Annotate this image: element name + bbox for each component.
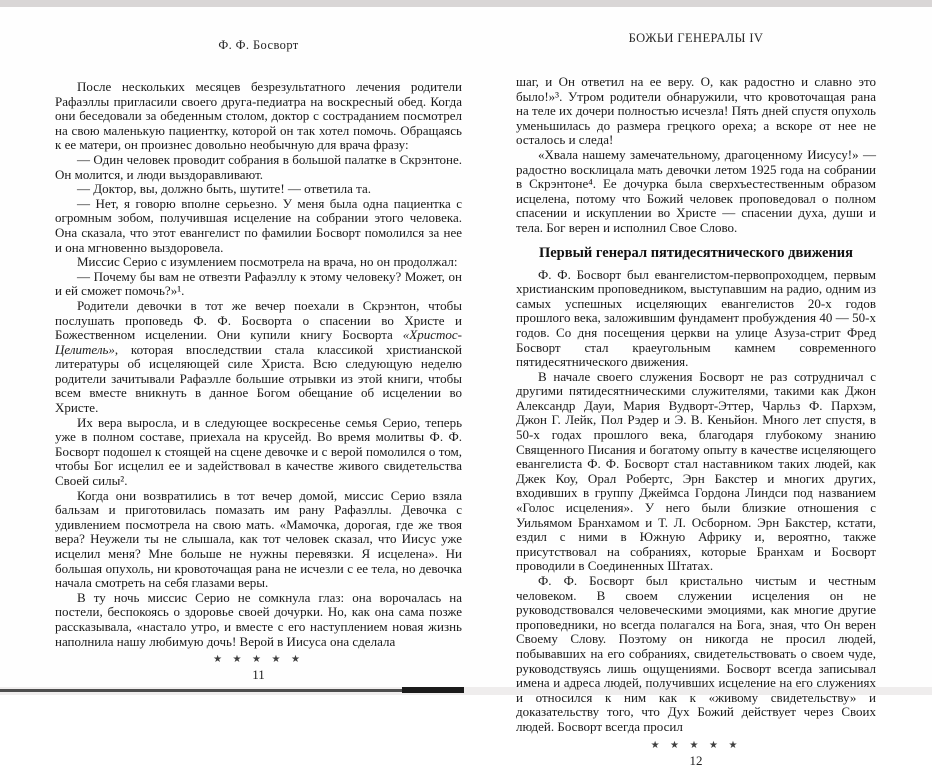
page-number: 11 — [252, 667, 265, 683]
right-page-body — [516, 75, 876, 735]
paragraph-text: Родители девочки в тот же вечер поехали в Скрэнтон, чтобы послушать проповедь Ф. Ф. Босворта о спасении во Христе и Божественном исцелении. Они купили книгу Босворта — [55, 297, 462, 343]
paragraph: Их вера выросла, и в следующее воскресенье семья Серио, теперь уже в полном составе, приехала на крусейд. Во время молитвы Ф. Ф. Босворт подошел к стоящей на сцене девочке и с верой помолился о том, чтобы Бог исцелил ее и задействовал в качестве живого свидетельства Своей силы². — [55, 414, 462, 489]
footer-stars: ★ ★ ★ ★ ★ — [213, 654, 304, 666]
right-page — [516, 31, 876, 768]
left-page-footer — [55, 654, 462, 682]
right-page-footer — [516, 740, 876, 768]
paragraph-dialog: — Почему бы вам не отвезти Рафаэллу к этому человеку? Может, он и ей сможет помочь?»¹. — [55, 268, 462, 299]
footer-stars: ★ ★ ★ ★ ★ — [650, 739, 742, 751]
paragraph-dialog: — Нет, я говорю вполне серьезно. У меня была одна пациентка с огромным зобом, получившая исцеление на собрании этого человека. Она сказала, что этот евангелист по фамилии Босворт помолился за нее и она мгновенно выздоровела. — [55, 195, 462, 255]
paragraph: Миссис Серио с изумлением посмотрела на врача, но он продолжал: — [77, 254, 458, 270]
paragraph-dialog: — Доктор, вы, должно быть, шутите! — ответила та. — [77, 181, 371, 197]
paragraph: После нескольких месяцев безрезультатного лечения родители Рафаэллы пригласили своего друга-педиатра на воскресный обед. Когда они беседовали за обеденным столом, доктор с состраданием посмотрел на свою маленькую пациентку, которой он так хотел помочь. Обращаясь к ее матери, он произнес довольно необычную для врача фразу: — [55, 79, 462, 153]
left-page-body — [55, 80, 462, 649]
paragraph — [55, 299, 462, 416]
paragraph: Ф. Ф. Босворт был евангелистом-первопроходцем, первым христианским проповедником, выступавшим на радио, одним из самых успешных исцеляющих евангелистов 20-х годов прошлого века, заложившим фундамент пробуждения 40 — 50-х годов. Со дня посещения церкви на улице Азуза-стрит Фред Босворт стал краеугольным камнем современного пятидесятнического движения. — [516, 266, 876, 370]
paragraph-continuation: шаг, и Он ответил на ее веру. О, как радостно и славно это было!»³. Утром родители обнаружили, что кровоточащая рана на теле их дочери полностью исчезла! Пять дней спустя опухоль уменьшилась до размера грецкого ореха; а вскоре от нее не осталось и следа! — [516, 74, 876, 148]
paragraph: Когда они возвратились в тот вечер домой, миссис Серио взяла бальзам и приготовилась помазать им рану Рафаэллы. Девочка с удивлением посмотрела на свою мать. «Мамочка, дорогая, где же твоя вера? Неужели ты не слышала, как тот человек сказал, что Иисус уже исцелил меня? Мне больше не нужны перевязки. Я исцелена». Ни большая опухоль, ни кровоточащая рана не исчезли с ее тела, но девочка начала смотреть на себя глазами веры. — [55, 487, 462, 591]
paragraph: «Хвала нашему замечательному, драгоценному Иисусу!» — радостно восклицала мать девочки летом 1925 года на собрании в Скрэнтоне⁴. Ее дочурка была сверхъестественным образом исцелена, потому что Божий человек проповедовал о полном спасении и искуплении во Христе — спасении духа, души и тела. Бог верен и исполнил Свое Слово. — [516, 146, 876, 235]
running-header-right: БОЖЬИ ГЕНЕРАЛЫ IV — [628, 31, 764, 45]
scan-edge-top — [0, 0, 932, 7]
running-header-left: Ф. Ф. Босворт — [218, 38, 299, 52]
section-heading: Первый генерал пятидесятнического движения — [538, 244, 854, 261]
paragraph: Ф. Ф. Босворт был кристально чистым и честным человеком. В своем служении исцеления он не руководствовался человеческими эмоциями, как многие другие проповедники, но всегда полагался на Бога, зная, что Он верен Своему Слову. Поэтому он никогда не просил людей, побывавших на его собраниях, свидетельствовать о своем чуде, руководствуясь лишь ощущениями. Босворт всегда записывал имена и адреса людей, получивших исцеление на его служениях и относился к ним как к «живому свидетельству» и доказательству того, что Дух Божий действует через Своих людей. Босворт всегда просил — [516, 573, 876, 734]
paragraph-dialog: — Один человек проводит собрания в большой палатке в Скрэнтоне. Он молится, и люди выздоравливают. — [55, 151, 462, 182]
left-page — [55, 38, 462, 682]
page-edge-line — [0, 689, 463, 692]
paragraph: В ту ночь миссис Серио не сомкнула глаз: она ворочалась на постели, беспокоясь о здоровье своей дочурки. Но, как она сама позже рассказывала, «настало утро, и вместе с его наступлением новая жизнь наполнила нашу любимую дочь! Верой в Иисуса она сделала — [55, 589, 462, 649]
page-number: 12 — [689, 752, 703, 768]
book-title-italic: «Христос-Целитель» — [55, 327, 462, 357]
paragraph-text: , которая впоследствии стала классикой христианской литературы об исцеляющей силе Христа. Всю следующую неделю родители зачитывали Рафаэлле большие отрывки из этой книги, чтобы всем вместе вникнуть в данное Богом обещание об исцелении во Христе. — [55, 341, 462, 416]
paragraph: В начале своего служения Босворт не раз сотрудничал с другими пятидесятническими служителями, такими как Джон Александр Дауи, Мария Вудворт-Эттер, Чарльз Ф. Пархэм, Джон Г. Лейк, Пол Рэдер и Э. В. Кеньйон. Много лет спустя, в 50-х годах прошлого века, благодаря глубокому знанию Священного Писания и богатому опыту в качестве исцеляющего евангелиста Ф. Ф. Босворт стал наставником таких людей, как Джек Коу, Орал Робертс, Эрн Бакстер и многих других, входивших в группу Джеймса Гордона Линдси под названием «Голос исцеления». У него были близкие отношения с Уильямом Бранхамом и Т. Л. Осборном. Эрн Бакстер, кстати, ездил с ними в Южную Африку и, вероятно, также присутствовал на собраниях, которые Бранхам и Босворт проводили в Соединенных Штатах. — [516, 368, 876, 574]
page-edge-shadow — [402, 687, 464, 693]
